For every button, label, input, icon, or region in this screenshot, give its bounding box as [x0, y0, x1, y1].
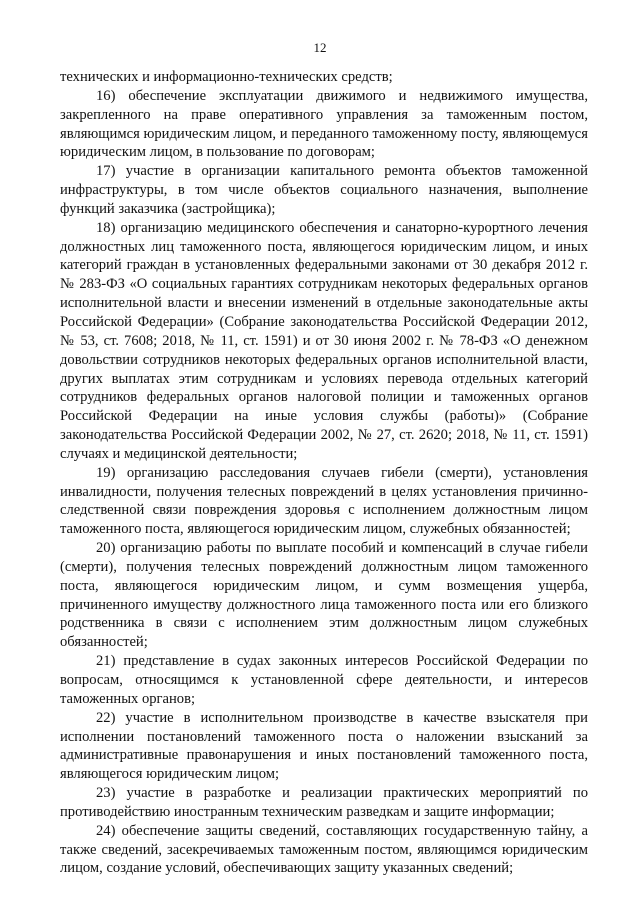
paragraph-item-18: 18) организацию медицинского обеспечения и санаторно-курортного лечения должностных лиц таможенного поста, являющегося юридическим лицом, и иных категорий граждан в установленных федеральными законами от 30 декабря 2012 г. № 283-ФЗ «О социальных гарантиях сотрудникам некоторых федеральных органов исполнительной власти и внесении изменений в отдельные законодательные акты Российской Федерации» (Собрание законодательства Российской Федерации 2012, № 53, ст. 7608; 2018, № 11, ст. 1591) и от 30 июня 2002 г. № 78-ФЗ «О денежном довольствии сотрудников некоторых федеральных органов исполнительной власти, других выплатах этим сотрудникам и условиях перевода отдельных категорий сотрудников федеральных органов налоговой полиции и таможенных органов Российской Федерации на иные условия службы (работы)» (Собрание законодательства Российской Федерации 2002, № 27, ст. 2620; 2018, № 11, ст. 1591) случаях и медицинской деятельности;	[60, 219, 588, 462]
paragraph-item-20: 20) организацию работы по выплате пособий и компенсаций в случае гибели (смерти), получения телесных повреждений должностным лицом таможенного поста, являющегося юридическим лицом, и сумм возмещения ущерба, причиненного имуществу должностного лица таможенного поста или его близкого родственника в связи с исполнением этим должностным лицом служебных обязанностей;	[60, 540, 588, 651]
paragraph-item-21: 21) представление в судах законных интересов Российской Федерации по вопросам, относящимся к установленной сфере деятельности, и интересов таможенных органов;	[60, 653, 588, 707]
paragraph-item-22: 22) участие в исполнительном производстве в качестве взыскателя при исполнении постановлений таможенного поста о наложении взысканий за административные правонарушения и иных постановлений таможенного поста, являющегося юридическим лицом;	[60, 709, 588, 783]
paragraph-continuation: технических и информационно-технических средств;	[60, 69, 393, 85]
paragraph-item-24: 24) обеспечение защиты сведений, составляющих государственную тайну, а также сведений, засекречиваемых таможенным постом, являющимся юридическим лицом, создание условий, обеспечивающих защиту указанных сведений;	[60, 822, 588, 877]
paragraph-item-23: 23) участие в разработке и реализации практических мероприятий по противодействию иностранным техническим разведкам и защите информации;	[60, 785, 588, 820]
paragraph-item-17: 17) участие в организации капитального ремонта объектов таможенной инфраструктуры, в том числе объектов социального назначения, выполнение функций заказчика (застройщика);	[60, 163, 588, 217]
document-body	[60, 68, 588, 878]
page-number: 12	[313, 40, 327, 55]
paragraph-item-19: 19) организацию расследования случаев гибели (смерти), установления инвалидности, получения телесных повреждений в целях установления причинно-следственной связи повреждения здоровья с исполнением должностным лицом таможенного поста, являющегося юридическим лицом, служебных обязанностей;	[60, 464, 588, 538]
paragraph-item-16: 16) обеспечение эксплуатации движимого и недвижимого имущества, закрепленного на праве оперативного управления за таможенным постом, являющимся юридическим лицом, и переданного таможенному посту, являющемуся юридическим лицом, в пользование по договорам;	[60, 87, 588, 161]
